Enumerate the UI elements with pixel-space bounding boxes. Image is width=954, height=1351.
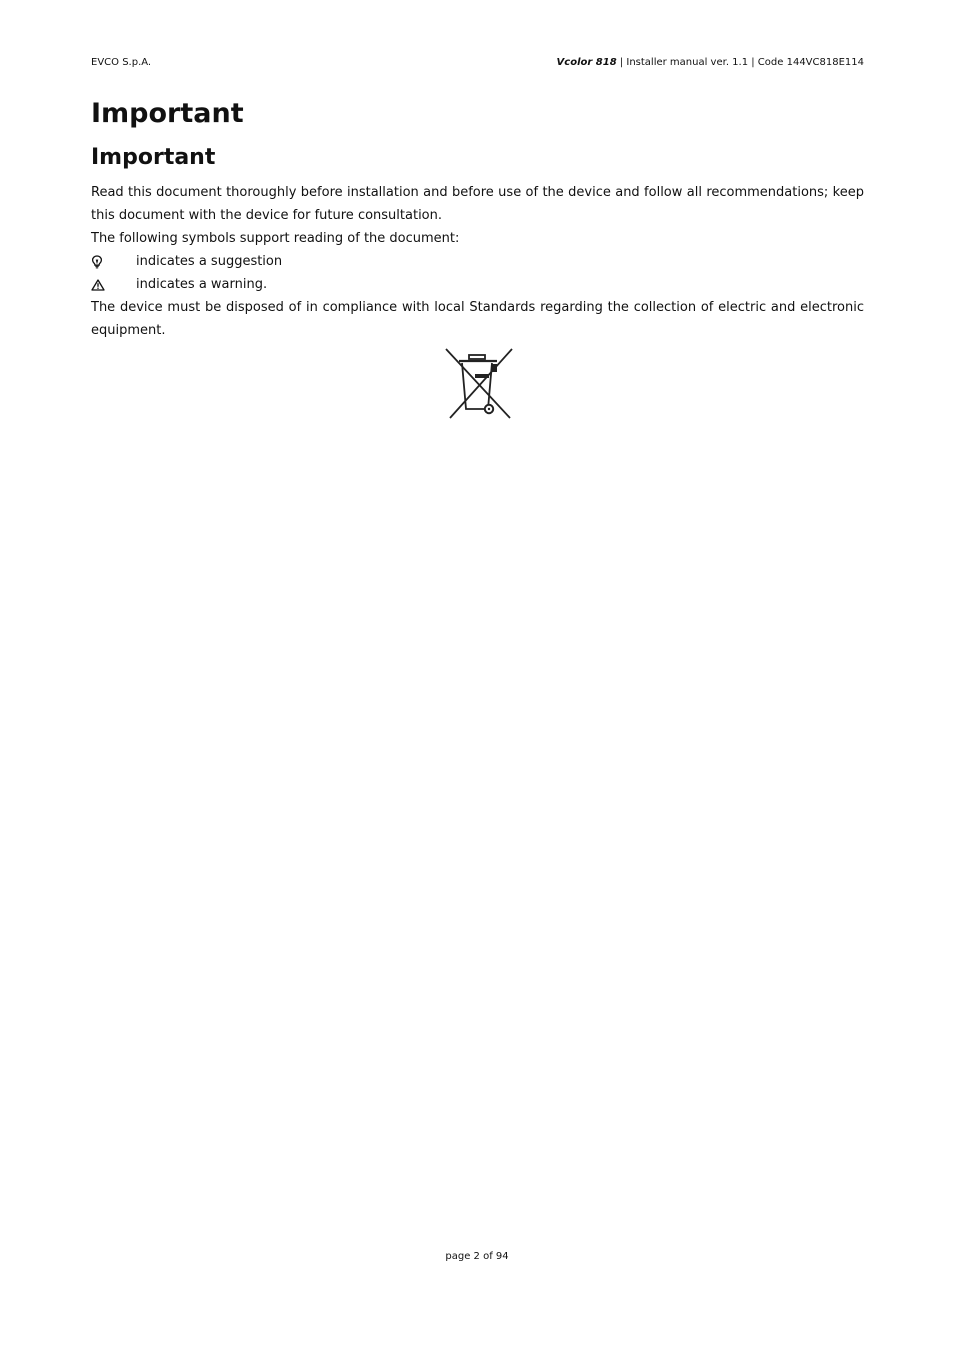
suggestion-text: indicates a suggestion bbox=[136, 254, 283, 269]
page-number: page 2 of 94 bbox=[445, 1251, 509, 1262]
lightbulb-icon bbox=[91, 255, 136, 269]
page-header bbox=[91, 56, 864, 70]
symbol-row-suggestion bbox=[91, 250, 864, 273]
section-title: Important bbox=[91, 145, 216, 170]
product-name: Vcolor 818 bbox=[556, 57, 617, 68]
intro-paragraph: Read this document thoroughly before installation and before use of the device and follow all recommendations; keep this document with the device for future consultation. bbox=[91, 185, 864, 223]
warning-text: indicates a warning. bbox=[136, 277, 268, 292]
document-info bbox=[557, 56, 864, 70]
weee-bin-icon bbox=[444, 348, 514, 420]
warning-icon bbox=[91, 279, 136, 291]
company-name: EVCO S.p.A. bbox=[91, 57, 152, 68]
symbols-intro-paragraph: The following symbols support reading of the document: bbox=[91, 231, 460, 246]
chapter-title: Important bbox=[91, 98, 244, 129]
symbol-row-warning bbox=[91, 273, 864, 296]
manual-info: | Installer manual ver. 1.1 | Code 144VC818E114 bbox=[616, 57, 864, 68]
disposal-paragraph: The device must be disposed of in compliance with local Standards regarding the collection of electric and electronic equipment. bbox=[91, 300, 864, 338]
document-body bbox=[91, 181, 864, 342]
